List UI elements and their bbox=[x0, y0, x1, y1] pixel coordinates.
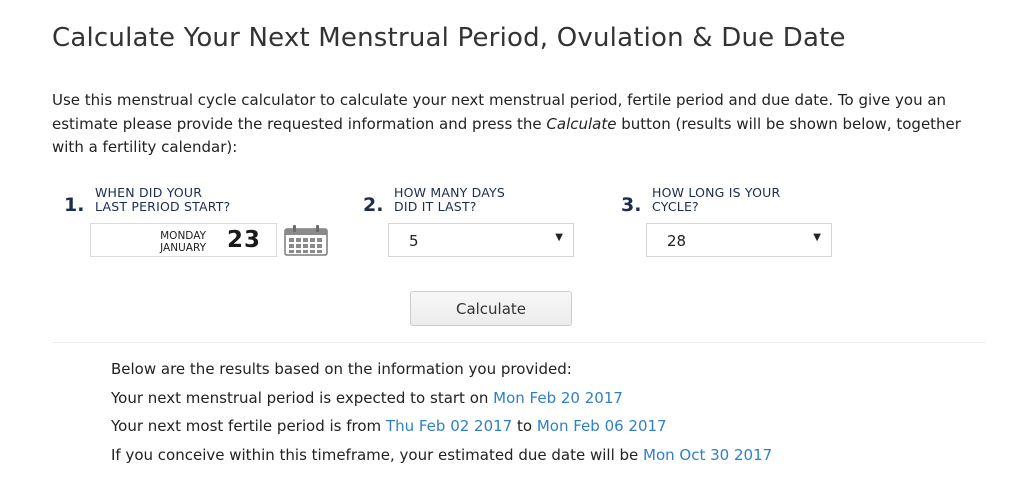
date-day: 23 bbox=[226, 227, 261, 253]
step-label-line: WHEN DID YOUR bbox=[95, 185, 203, 200]
last-period-date-field[interactable] bbox=[90, 223, 277, 257]
cycle-length-select[interactable] bbox=[646, 223, 832, 257]
fertile-period-text: Your next most fertile period is from bbox=[111, 417, 386, 435]
next-period-result bbox=[111, 386, 941, 410]
next-period-date: Mon Feb 20 2017 bbox=[493, 388, 623, 407]
fertile-to-text: to bbox=[512, 417, 537, 435]
step-number: 3. bbox=[621, 194, 642, 216]
next-period-text: Your next menstrual period is expected to start on bbox=[111, 388, 494, 407]
step-label-line: DID IT LAST? bbox=[394, 198, 477, 214]
date-weekday: MONDAY bbox=[160, 230, 206, 242]
results-section bbox=[111, 357, 941, 471]
calculate-button[interactable]: Calculate bbox=[410, 291, 572, 326]
date-words bbox=[160, 231, 206, 254]
period-days-value: 5 bbox=[409, 232, 419, 250]
page-title: Calculate Your Next Menstrual Period, Ovulation & Due Date bbox=[52, 23, 846, 53]
results-intro: Below are the results based on the information you provided: bbox=[111, 360, 572, 378]
step-label bbox=[95, 186, 230, 213]
intro-calculate-emphasis: Calculate bbox=[546, 114, 617, 133]
fertile-start-date: Thu Feb 02 2017 bbox=[385, 417, 513, 435]
dropdown-caret-icon: ▼ bbox=[813, 232, 821, 243]
step-number: 1. bbox=[64, 194, 85, 216]
intro-text bbox=[52, 89, 992, 160]
step-label bbox=[394, 186, 505, 213]
step-number: 2. bbox=[363, 194, 384, 216]
divider bbox=[52, 342, 985, 343]
due-date-result bbox=[111, 443, 941, 467]
step-label-line: LAST PERIOD START? bbox=[95, 198, 231, 214]
intro-text-start: Use this menstrual cycle calculator to calculate your next menstrual period, fertile period and due date. To give you an estimate please provide the requested information and press the bbox=[52, 91, 947, 133]
fertile-end-date: Mon Feb 06 2017 bbox=[536, 417, 667, 435]
step-label-line: HOW LONG IS YOUR bbox=[652, 185, 781, 200]
calendar-icon[interactable] bbox=[284, 224, 328, 256]
due-date-text: If you conceive within this timeframe, your estimated due date will be bbox=[111, 445, 644, 464]
dropdown-caret-icon: ▼ bbox=[555, 232, 563, 243]
date-month: JANUARY bbox=[160, 241, 206, 254]
step-label bbox=[652, 186, 780, 213]
step-label-line: HOW MANY DAYS bbox=[394, 185, 506, 200]
due-date-value: Mon Oct 30 2017 bbox=[643, 445, 773, 464]
step-label-line: CYCLE? bbox=[652, 198, 699, 214]
fertile-period-result bbox=[111, 414, 941, 438]
cycle-length-value: 28 bbox=[667, 232, 687, 250]
intro-text-end: button (results will be shown below, together with a fertility calendar): bbox=[52, 114, 961, 156]
period-days-select[interactable] bbox=[388, 223, 574, 257]
